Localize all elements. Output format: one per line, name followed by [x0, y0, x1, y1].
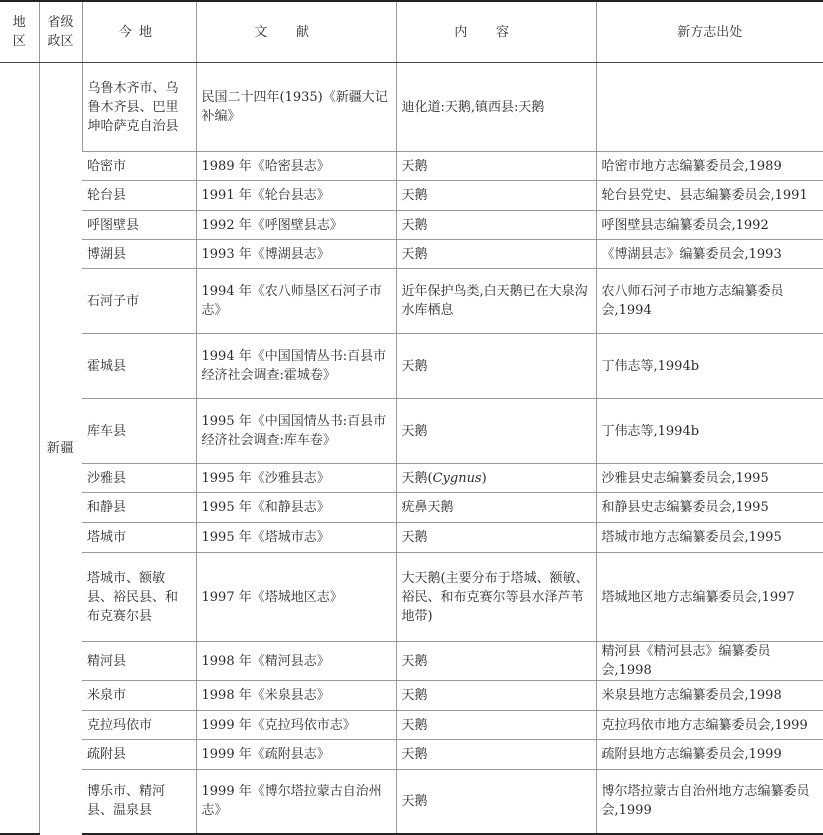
table-row — [0, 681, 823, 711]
content-cell: 大天鹅(主要分布于塔城、额敏、裕民、和布克赛尔等县水泽芦苇地带) — [396, 553, 596, 642]
header-province: 省级 政区 — [39, 1, 82, 63]
source-cell: 农八师石河子市地方志编纂委员会,1994 — [596, 269, 823, 334]
source-cell: 丁伟志等,1994b — [596, 399, 823, 464]
table-row — [0, 553, 823, 642]
document-cell: 1997 年《塔城地区志》 — [196, 553, 396, 642]
source-cell: 轮台县党史、县志编纂委员会,1991 — [596, 181, 823, 211]
document-cell: 1994 年《农八师垦区石河子市志》 — [196, 269, 396, 334]
content-cell: 天鹅 — [396, 334, 596, 399]
table-row — [0, 211, 823, 240]
table-row — [0, 740, 823, 770]
table-row — [0, 399, 823, 464]
place-cell: 博乐市、精河县、温泉县 — [82, 770, 196, 834]
table-row — [0, 770, 823, 834]
table-row — [0, 464, 823, 493]
content-cell: 天鹅 — [396, 211, 596, 240]
province-cell: 新疆 — [39, 63, 82, 834]
document-cell: 1999 年《博尔塔拉蒙古自治州志》 — [196, 770, 396, 834]
source-cell: 博尔塔拉蒙古自治州地方志编纂委员会,1999 — [596, 770, 823, 834]
header-region: 地 区 — [0, 1, 39, 63]
document-cell: 1999 年《疏附县志》 — [196, 740, 396, 770]
table-row — [0, 152, 823, 181]
document-cell: 1998 年《精河县志》 — [196, 642, 396, 681]
content-cell: 天鹅 — [396, 181, 596, 211]
content-cell: 天鹅 — [396, 523, 596, 553]
document-cell: 1994 年《中国国情丛书:百县市经济社会调查:霍城卷》 — [196, 334, 396, 399]
table-row — [0, 493, 823, 523]
place-cell: 沙雅县 — [82, 464, 196, 493]
source-cell: 呼图壁县志编纂委员会,1992 — [596, 211, 823, 240]
source-cell: 精河县《精河县志》编纂委员会,1998 — [596, 642, 823, 681]
document-cell: 1992 年《呼图壁县志》 — [196, 211, 396, 240]
table-row — [0, 269, 823, 334]
source-cell: 塔城市地方志编纂委员会,1995 — [596, 523, 823, 553]
source-cell: 哈密市地方志编纂委员会,1989 — [596, 152, 823, 181]
content-cell: 疣鼻天鹅 — [396, 493, 596, 523]
content-cell: 天鹅 — [396, 681, 596, 711]
header-place: 今地 — [82, 1, 196, 63]
document-cell: 1989 年《哈密县志》 — [196, 152, 396, 181]
place-cell: 米泉市 — [82, 681, 196, 711]
place-cell: 克拉玛依市 — [82, 711, 196, 740]
document-cell: 1991 年《轮台县志》 — [196, 181, 396, 211]
header-content: 内容 — [396, 1, 596, 63]
source-cell: 丁伟志等,1994b — [596, 334, 823, 399]
place-cell: 库车县 — [82, 399, 196, 464]
document-cell: 1998 年《米泉县志》 — [196, 681, 396, 711]
content-cell: 天鹅 — [396, 711, 596, 740]
header-source: 新方志出处 — [596, 1, 823, 63]
place-cell: 轮台县 — [82, 181, 196, 211]
place-cell: 霍城县 — [82, 334, 196, 399]
document-cell: 1995 年《和静县志》 — [196, 493, 396, 523]
document-cell: 1995 年《塔城市志》 — [196, 523, 396, 553]
content-cell: 天鹅 — [396, 740, 596, 770]
source-cell: 沙雅县史志编纂委员会,1995 — [596, 464, 823, 493]
place-cell: 精河县 — [82, 642, 196, 681]
document-cell: 民国二十四年(1935)《新疆大记补编》 — [196, 63, 396, 152]
table-body — [0, 63, 823, 834]
table-row — [0, 240, 823, 269]
content-cell: 天鹅 — [396, 770, 596, 834]
content-cell: 天鹅(Cygnus) — [396, 464, 596, 493]
place-cell: 哈密市 — [82, 152, 196, 181]
content-cell: 天鹅 — [396, 152, 596, 181]
document-cell: 1993 年《博湖县志》 — [196, 240, 396, 269]
document-cell: 1995 年《中国国情丛书:百县市经济社会调查:库车卷》 — [196, 399, 396, 464]
place-cell: 石河子市 — [82, 269, 196, 334]
content-cell: 近年保护鸟类,白天鹅已在大泉沟水库栖息 — [396, 269, 596, 334]
table-row — [0, 63, 823, 152]
content-cell: 迪化道:天鹅,镇西县:天鹅 — [396, 63, 596, 152]
source-cell: 米泉县地方志编纂委员会,1998 — [596, 681, 823, 711]
source-cell: 疏附县地方志编纂委员会,1999 — [596, 740, 823, 770]
table-row — [0, 711, 823, 740]
region-cell — [0, 63, 39, 834]
content-cell: 天鹅 — [396, 240, 596, 269]
source-cell: 克拉玛依市地方志编纂委员会,1999 — [596, 711, 823, 740]
document-cell: 1999 年《克拉玛依市志》 — [196, 711, 396, 740]
document-cell: 1995 年《沙雅县志》 — [196, 464, 396, 493]
header-document: 文献 — [196, 1, 396, 63]
content-cell: 天鹅 — [396, 399, 596, 464]
place-cell: 呼图壁县 — [82, 211, 196, 240]
source-cell — [596, 63, 823, 152]
place-cell: 疏附县 — [82, 740, 196, 770]
source-cell: 《博湖县志》编纂委员会,1993 — [596, 240, 823, 269]
table-row — [0, 334, 823, 399]
table-row — [0, 642, 823, 681]
table-row — [0, 523, 823, 553]
header-row — [0, 1, 823, 63]
place-cell: 博湖县 — [82, 240, 196, 269]
place-cell: 塔城市、额敏县、裕民县、和布克赛尔县 — [82, 553, 196, 642]
content-cell: 天鹅 — [396, 642, 596, 681]
source-cell: 和静县史志编纂委员会,1995 — [596, 493, 823, 523]
source-cell: 塔城地区地方志编纂委员会,1997 — [596, 553, 823, 642]
place-cell: 和静县 — [82, 493, 196, 523]
table-row — [0, 181, 823, 211]
place-cell: 塔城市 — [82, 523, 196, 553]
place-cell: 乌鲁木齐市、乌鲁木齐县、巴里坤哈萨克自治县 — [82, 63, 196, 152]
